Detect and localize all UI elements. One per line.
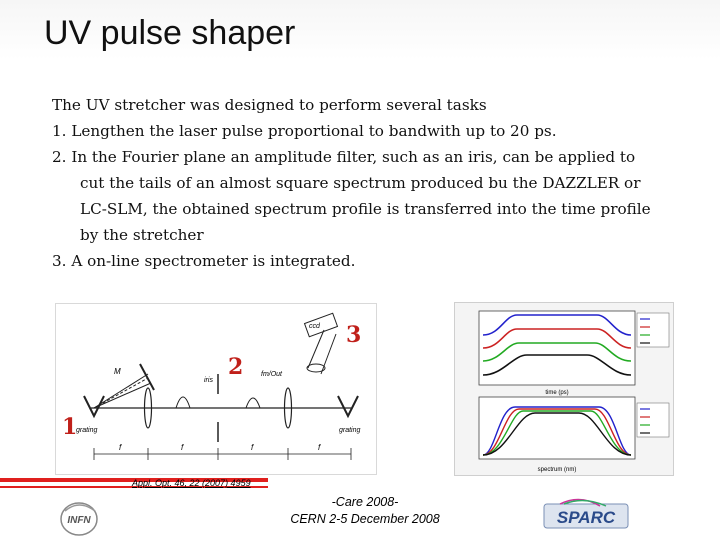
stretcher-schematic-figure	[55, 303, 377, 475]
slide-title: UV pulse shaper	[44, 14, 296, 52]
sparc-logo-text: SPARC	[556, 508, 616, 527]
focal-label-3: f	[251, 443, 254, 452]
bottom-plot-frame	[479, 397, 635, 459]
focal-label-1: f	[119, 443, 122, 452]
footer	[250, 494, 480, 528]
marker-3: 3	[346, 322, 362, 348]
body-line: LC-SLM, the obtained spectrum profile is transferred into the time profile	[80, 200, 651, 218]
focal-label-4: f	[318, 443, 321, 452]
mirror-label: M	[114, 367, 121, 376]
beam-line-a	[94, 374, 148, 408]
grating-right-label: grating	[339, 427, 361, 434]
pulse-shape-1	[176, 397, 190, 408]
body-line: 3. A on-line spectrometer is integrated.	[52, 252, 356, 270]
infn-logo	[57, 497, 105, 539]
slide-body	[52, 92, 692, 274]
marker-1: 1	[62, 414, 78, 440]
pulse-shape-2	[246, 398, 260, 408]
beam-to-ccd-2	[308, 330, 324, 368]
body-line: 2. In the Fourier plane an amplitude filter, such as an iris, can be applied to	[52, 148, 636, 166]
fm-out-label: fm/Out	[261, 371, 283, 378]
footer-line-1: -Care 2008-	[331, 495, 399, 509]
grating-left-shape	[84, 396, 104, 416]
footer-line-2: CERN 2-5 December 2008	[290, 512, 440, 526]
bottom-axis-label: spectrum (nm)	[537, 467, 577, 473]
profile-plots-svg	[455, 303, 673, 475]
fm-lens	[307, 364, 325, 372]
top-plot-frame	[479, 311, 635, 385]
profile-plots-figure	[454, 302, 674, 476]
body-line: 1. Lengthen the laser pulse proportional to bandwith up to 20 ps.	[52, 122, 557, 140]
marker-2: 2	[228, 354, 244, 380]
beam-line-c	[94, 383, 151, 408]
grating-right-shape	[338, 396, 358, 416]
ccd-label: ccd	[309, 323, 320, 330]
grating-left-label: grating	[76, 427, 98, 434]
body-line: The UV stretcher was designed to perform several tasks	[52, 96, 487, 114]
top-axis-label: time (ps)	[545, 390, 569, 396]
bottom-legend	[637, 403, 669, 437]
sparc-logo	[540, 498, 632, 530]
body-line: cut the tails of an almost square spectrum produced bu the DAZZLER or	[80, 174, 641, 192]
sparc-logo-svg	[540, 498, 632, 530]
infn-logo-svg	[57, 497, 105, 539]
mirror-m	[140, 364, 154, 390]
beam-line-b	[94, 378, 148, 408]
schematic-svg	[56, 304, 376, 474]
focal-label-2: f	[181, 443, 184, 452]
reference-link[interactable]: Appl. Opt. 46, 22 (2007) 4959	[132, 478, 251, 488]
beam-to-ccd	[321, 334, 336, 374]
infn-logo-text: INFN	[67, 515, 91, 526]
iris-label: iris	[204, 377, 213, 384]
top-legend	[637, 313, 669, 347]
body-line: by the stretcher	[80, 226, 204, 244]
